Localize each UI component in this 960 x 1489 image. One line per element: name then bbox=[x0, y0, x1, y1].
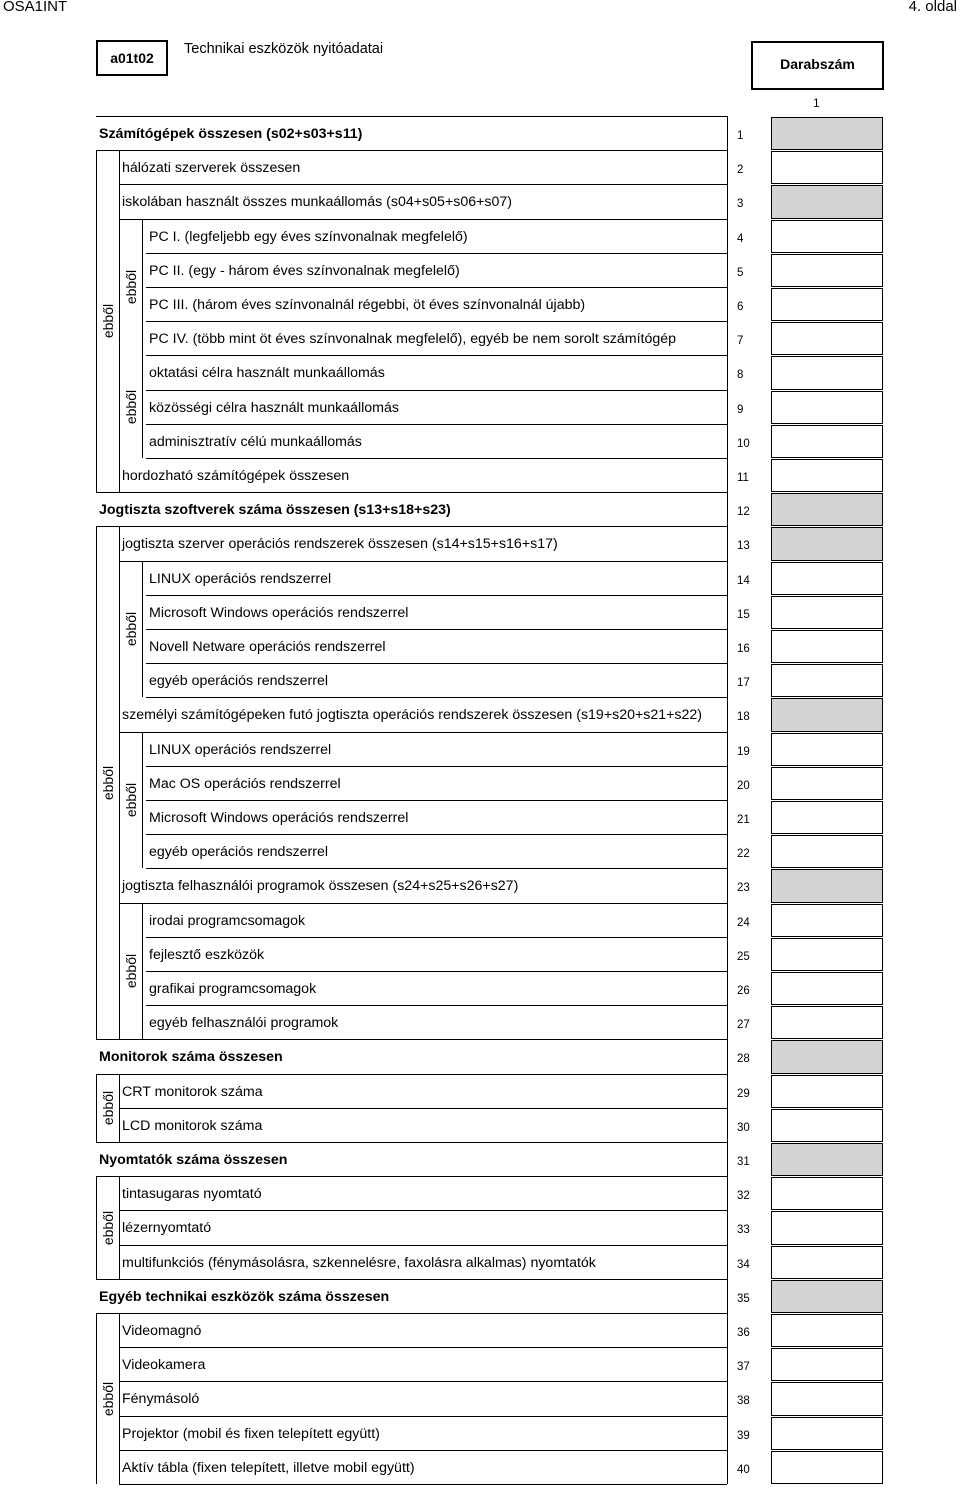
value-cell-1 bbox=[771, 117, 883, 150]
value-cell-33[interactable] bbox=[771, 1211, 883, 1244]
row-label: egyéb operációs rendszerrel bbox=[149, 844, 329, 861]
group-bracket bbox=[96, 526, 97, 1039]
row-rule bbox=[96, 1142, 727, 1143]
row-rule bbox=[146, 766, 727, 767]
row-number: 22 bbox=[737, 848, 750, 861]
row-number: 35 bbox=[737, 1292, 750, 1305]
group-bracket bbox=[119, 732, 120, 869]
value-cell-19[interactable] bbox=[771, 733, 883, 766]
row-number: 2 bbox=[737, 164, 744, 177]
row-number: 34 bbox=[737, 1258, 750, 1271]
row-rule bbox=[119, 1484, 727, 1485]
value-cell-11[interactable] bbox=[771, 459, 883, 492]
value-cell-17[interactable] bbox=[771, 664, 883, 697]
page-number: 4. oldal bbox=[908, 0, 957, 15]
row-rule bbox=[146, 663, 727, 664]
value-cell-8[interactable] bbox=[771, 356, 883, 389]
row-number: 13 bbox=[737, 540, 750, 553]
row-label: LCD monitorok száma bbox=[122, 1117, 263, 1134]
row-label: személyi számítógépeken futó jogtiszta operációs rendszerek összesen (s19+s20+s21+s22) bbox=[122, 707, 703, 724]
row-rule bbox=[146, 868, 727, 869]
value-cell-14[interactable] bbox=[771, 562, 883, 595]
row-rule bbox=[146, 390, 727, 391]
row-label: PC I. (legfeljebb egy éves színvonalnak megfelelő) bbox=[149, 228, 468, 245]
group-bracket bbox=[142, 732, 143, 869]
row-number: 8 bbox=[737, 369, 744, 382]
row-label: LINUX operációs rendszerrel bbox=[149, 741, 332, 758]
row-rule bbox=[119, 1210, 727, 1211]
row-label: Microsoft Windows operációs rendszerrel bbox=[149, 810, 409, 826]
row-label: Projektor (mobil és fixen telepített együtt) bbox=[122, 1425, 380, 1442]
group-label-ebbol: ebből bbox=[100, 1090, 116, 1125]
row-rule bbox=[146, 424, 727, 425]
value-cell-10[interactable] bbox=[771, 425, 883, 458]
row-number: 4 bbox=[737, 232, 744, 245]
row-rule bbox=[146, 595, 727, 596]
value-cell-22[interactable] bbox=[771, 835, 883, 868]
group-label-ebbol: ebből bbox=[100, 1210, 116, 1245]
value-cell-26[interactable] bbox=[771, 972, 883, 1005]
value-cell-13 bbox=[771, 527, 883, 560]
column-number: 1 bbox=[813, 96, 820, 110]
row-label: irodai programcsomagok bbox=[149, 912, 306, 929]
row-label: LINUX operációs rendszerrel bbox=[149, 570, 332, 587]
row-number: 28 bbox=[737, 1053, 750, 1066]
row-label: Videomagnó bbox=[122, 1323, 202, 1339]
row-number: 24 bbox=[737, 916, 750, 929]
page-header-left: OSA1INT bbox=[3, 0, 68, 15]
group-label-ebbol: ebből bbox=[123, 389, 139, 424]
row-rule bbox=[96, 1074, 727, 1075]
value-cell-24[interactable] bbox=[771, 904, 883, 937]
group-bracket bbox=[119, 1074, 120, 1142]
row-number: 6 bbox=[737, 301, 744, 313]
row-label: Jogtiszta szoftverek száma összesen (s13+s18+s23) bbox=[99, 502, 451, 519]
value-cell-15[interactable] bbox=[771, 596, 883, 629]
row-number: 30 bbox=[737, 1121, 750, 1134]
group-bracket bbox=[142, 219, 143, 356]
row-number: 25 bbox=[737, 950, 750, 963]
value-cell-4[interactable] bbox=[771, 220, 883, 253]
row-rule bbox=[96, 1279, 727, 1280]
row-label: Novell Netware operációs rendszerrel bbox=[149, 639, 386, 655]
value-cell-32[interactable] bbox=[771, 1177, 883, 1210]
value-cell-30[interactable] bbox=[771, 1109, 883, 1142]
row-label: multifunkciós (fénymásolásra, szkennelésre, faxolásra alkalmas) nyomtatók bbox=[122, 1254, 596, 1271]
row-rule bbox=[96, 526, 727, 527]
row-number: 16 bbox=[737, 643, 750, 655]
group-label-ebbol: ebből bbox=[123, 953, 139, 989]
row-number: 10 bbox=[737, 437, 750, 450]
table-right-border bbox=[727, 116, 728, 1484]
value-cell-2[interactable] bbox=[771, 151, 883, 184]
group-bracket bbox=[142, 355, 143, 458]
value-cell-34[interactable] bbox=[771, 1246, 883, 1279]
row-label: grafikai programcsomagok bbox=[149, 981, 317, 997]
row-label: Egyéb technikai eszközök száma összesen bbox=[99, 1288, 390, 1305]
row-label: iskolában használt összes munkaállomás (s04+s05+s06+s07) bbox=[122, 194, 512, 211]
group-label-ebbol: ebből bbox=[123, 269, 139, 305]
row-number: 33 bbox=[737, 1224, 750, 1237]
row-label: Számítógépek összesen (s02+s03+s11) bbox=[99, 126, 363, 142]
row-rule bbox=[146, 971, 727, 972]
row-number: 32 bbox=[737, 1190, 750, 1203]
value-cell-25[interactable] bbox=[771, 938, 883, 971]
row-label: adminisztratív célú munkaállomás bbox=[149, 433, 362, 450]
value-cell-35 bbox=[771, 1280, 883, 1313]
group-label-ebbol: ebből bbox=[123, 611, 139, 647]
row-rule bbox=[96, 150, 727, 151]
row-rule bbox=[146, 1005, 727, 1006]
row-number: 18 bbox=[737, 711, 750, 724]
group-bracket bbox=[119, 561, 120, 698]
row-rule bbox=[119, 1108, 727, 1109]
row-rule bbox=[146, 697, 727, 698]
value-cell-20[interactable] bbox=[771, 767, 883, 800]
group-bracket bbox=[142, 561, 143, 698]
row-number: 31 bbox=[737, 1156, 750, 1168]
row-label: Aktív tábla (fixen telepített, illetve mobil együtt) bbox=[122, 1459, 415, 1476]
row-number: 11 bbox=[737, 472, 749, 484]
group-label-ebbol: ebből bbox=[100, 1381, 116, 1416]
group-bracket bbox=[96, 1074, 97, 1142]
row-rule bbox=[146, 287, 727, 288]
group-label-ebbol: ebből bbox=[100, 304, 116, 339]
row-rule bbox=[96, 1313, 727, 1314]
row-label: oktatási célra használt munkaállomás bbox=[149, 365, 385, 382]
row-number: 14 bbox=[737, 574, 750, 587]
row-rule bbox=[146, 937, 727, 938]
value-cell-23 bbox=[771, 869, 883, 902]
row-rule bbox=[146, 355, 727, 356]
group-bracket bbox=[119, 219, 120, 356]
row-label: hálózati szerverek összesen bbox=[122, 160, 301, 177]
value-cell-28 bbox=[771, 1040, 883, 1073]
row-number: 36 bbox=[737, 1327, 750, 1339]
row-label: Monitorok száma összesen bbox=[99, 1049, 283, 1066]
group-bracket bbox=[119, 903, 120, 1040]
row-rule bbox=[119, 732, 727, 733]
row-label: jogtiszta szerver operációs rendszerek összesen (s14+s15+s16+s17) bbox=[122, 536, 558, 553]
row-number: 7 bbox=[737, 335, 744, 348]
row-rule bbox=[146, 800, 727, 801]
row-label: tintasugaras nyomtató bbox=[122, 1186, 262, 1203]
value-cell-21[interactable] bbox=[771, 801, 883, 834]
group-bracket bbox=[96, 1176, 97, 1279]
row-number: 37 bbox=[737, 1361, 750, 1374]
row-number: 9 bbox=[737, 403, 744, 416]
value-cell-7[interactable] bbox=[771, 322, 883, 355]
group-bracket bbox=[142, 903, 143, 1040]
row-label: hordozható számítógépek összesen bbox=[122, 468, 350, 484]
row-label: lézernyomtató bbox=[122, 1220, 212, 1237]
row-number: 39 bbox=[737, 1429, 750, 1442]
row-number: 23 bbox=[737, 882, 750, 895]
value-cell-39[interactable] bbox=[771, 1417, 883, 1450]
row-rule bbox=[146, 629, 727, 630]
row-number: 1 bbox=[737, 130, 744, 142]
row-number: 29 bbox=[737, 1087, 750, 1100]
row-label: Videokamera bbox=[122, 1357, 206, 1374]
group-bracket bbox=[96, 150, 97, 492]
row-label: PC IV. (több mint öt éves színvonalnak megfelelő), egyéb be nem sorolt számítógép bbox=[149, 331, 677, 348]
row-label: Mac OS operációs rendszerrel bbox=[149, 775, 341, 792]
row-number: 19 bbox=[737, 745, 750, 758]
row-number: 3 bbox=[737, 198, 744, 211]
row-rule bbox=[119, 184, 727, 185]
row-number: 38 bbox=[737, 1395, 750, 1408]
row-number: 27 bbox=[737, 1019, 750, 1032]
column-header: Darabszám bbox=[751, 41, 884, 90]
value-cell-3 bbox=[771, 185, 883, 218]
group-label-ebbol: ebből bbox=[100, 765, 116, 801]
value-cell-36[interactable] bbox=[771, 1314, 883, 1347]
value-cell-37[interactable] bbox=[771, 1348, 883, 1381]
row-rule bbox=[146, 834, 727, 835]
row-label: PC II. (egy - három éves színvonalnak megfelelő) bbox=[149, 262, 460, 279]
row-rule bbox=[119, 1381, 727, 1382]
row-rule bbox=[119, 1416, 727, 1417]
row-rule bbox=[96, 116, 727, 117]
value-cell-40[interactable] bbox=[771, 1451, 883, 1484]
value-cell-27[interactable] bbox=[771, 1006, 883, 1039]
row-number: 5 bbox=[737, 266, 744, 279]
row-rule bbox=[119, 219, 727, 220]
form-title: Technikai eszközök nyitóadatai bbox=[184, 41, 384, 57]
row-label: fejlesztő eszközök bbox=[149, 946, 265, 963]
row-number: 20 bbox=[737, 779, 750, 792]
value-cell-5[interactable] bbox=[771, 254, 883, 287]
row-rule bbox=[119, 561, 727, 562]
group-bracket bbox=[119, 355, 120, 458]
row-label: Microsoft Windows operációs rendszerrel bbox=[149, 604, 409, 621]
row-label: közösségi célra használt munkaállomás bbox=[149, 399, 399, 416]
value-cell-6[interactable] bbox=[771, 288, 883, 321]
group-bracket bbox=[96, 1313, 97, 1484]
group-bracket bbox=[119, 1313, 120, 1484]
row-label: CRT monitorok száma bbox=[122, 1083, 263, 1100]
value-cell-31 bbox=[771, 1143, 883, 1176]
row-number: 12 bbox=[737, 506, 750, 519]
value-cell-29[interactable] bbox=[771, 1075, 883, 1108]
row-rule bbox=[146, 321, 727, 322]
row-rule bbox=[96, 1039, 727, 1040]
row-number: 40 bbox=[737, 1463, 750, 1476]
row-rule bbox=[119, 903, 727, 904]
row-label: PC III. (három éves színvonalnál régebbi, öt éves színvonalnál újabb) bbox=[149, 297, 586, 313]
form-code: a01t02 bbox=[96, 40, 168, 76]
row-label: egyéb operációs rendszerrel bbox=[149, 673, 329, 690]
row-rule bbox=[96, 1176, 727, 1177]
row-rule bbox=[146, 253, 727, 254]
row-number: 15 bbox=[737, 608, 750, 621]
row-number: 21 bbox=[737, 814, 750, 826]
value-cell-9[interactable] bbox=[771, 391, 883, 424]
value-cell-12 bbox=[771, 493, 883, 526]
row-label: Nyomtatók száma összesen bbox=[99, 1152, 288, 1168]
row-number: 26 bbox=[737, 985, 750, 997]
value-cell-18 bbox=[771, 698, 883, 731]
row-rule bbox=[119, 1245, 727, 1246]
group-label-ebbol: ebből bbox=[123, 782, 139, 818]
row-rule bbox=[146, 458, 727, 459]
row-label: Fénymásoló bbox=[122, 1391, 200, 1408]
row-rule bbox=[119, 1450, 727, 1451]
row-label: egyéb felhasználói programok bbox=[149, 1015, 339, 1032]
group-bracket bbox=[119, 1176, 120, 1279]
value-cell-38[interactable] bbox=[771, 1382, 883, 1415]
row-number: 17 bbox=[737, 677, 750, 690]
row-rule bbox=[96, 492, 727, 493]
row-label: jogtiszta felhasználói programok összesen (s24+s25+s26+s27) bbox=[122, 878, 519, 895]
value-cell-16[interactable] bbox=[771, 630, 883, 663]
row-rule bbox=[119, 1347, 727, 1348]
